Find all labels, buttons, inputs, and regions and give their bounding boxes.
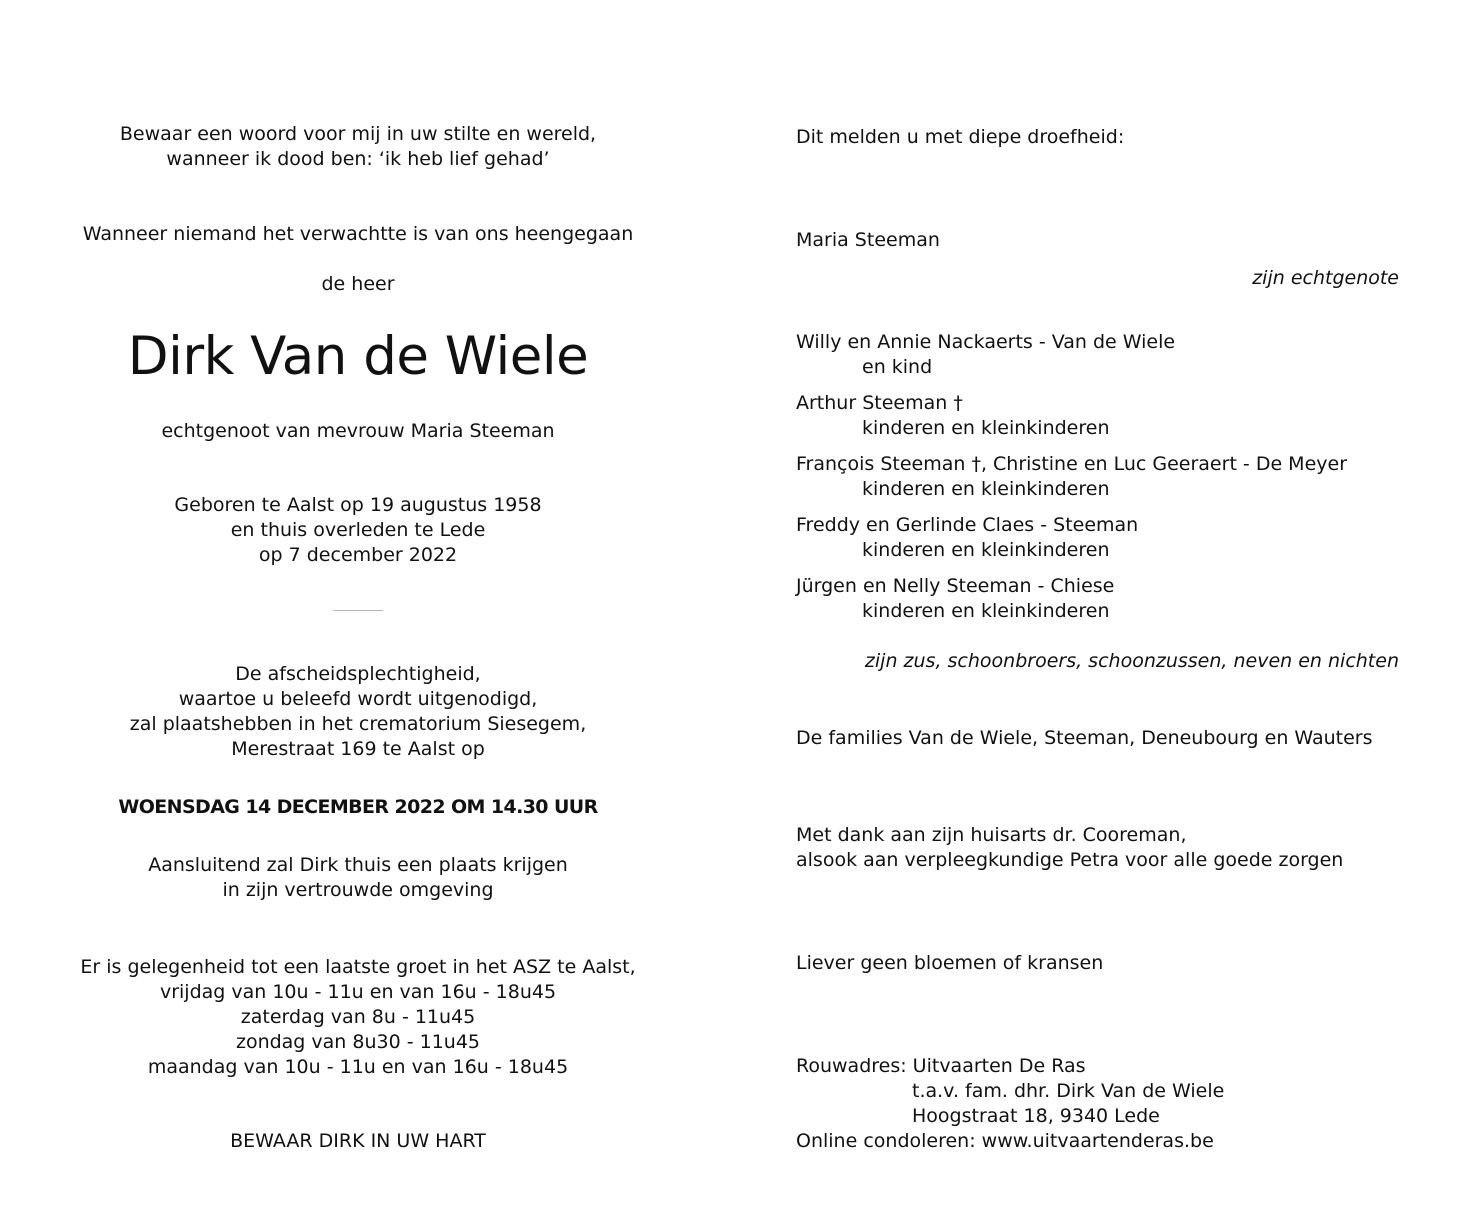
family-name-5: Jürgen en Nelly Steeman - Chiese [796, 575, 1115, 597]
deceased-name: Dirk Van de Wiele [127, 326, 589, 387]
wife-role: zijn echtgenote [1252, 267, 1399, 289]
family-sub-2: kinderen en kleinkinderen [862, 417, 1110, 439]
poem-line-2: wanneer ik dood ben: ‘ik heb lief gehad’ [166, 148, 550, 170]
honorific: de heer [321, 273, 395, 295]
family-name-4: Freddy en Gerlinde Claes - Steeman [796, 514, 1139, 536]
announcement: Dit melden u met diepe droefheid: [796, 126, 1125, 148]
family-role: zijn zus, schoonbroers, schoonzussen, neven en nichten [864, 650, 1399, 672]
ceremony-line-3: zal plaatshebben in het crematorium Siesegem, [129, 713, 587, 735]
family-name-2: Arthur Steeman † [796, 392, 963, 414]
online-condolence-link: Online condoleren: www.uitvaartenderas.be [796, 1130, 1214, 1152]
address-label: Rouwadres: Uitvaarten De Ras [796, 1055, 1086, 1077]
visiting-line-2: vrijdag van 10u - 11u en van 16u - 18u45 [159, 981, 557, 1003]
visiting-line-1: Er is gelegenheid tot een laatste groet in het ASZ te Aalst, [80, 956, 636, 978]
birth-line-2: en thuis overleden te Lede [230, 519, 486, 541]
ceremony-line-2: waartoe u beleefd wordt uitgenodigd, [178, 688, 538, 710]
address-line-2: Hoogstraat 18, 9340 Lede [912, 1105, 1160, 1127]
flowers-line: Liever geen bloemen of kransen [796, 952, 1104, 974]
closing-line: BEWAAR DIRK IN UW HART [230, 1130, 486, 1152]
intro-text: Wanneer niemand het verwachtte is van ons heengegaan [82, 223, 634, 245]
visiting-line-4: zondag van 8u30 - 11u45 [235, 1031, 481, 1053]
birth-line-1: Geboren te Aalst op 19 augustus 1958 [174, 494, 542, 516]
family-sub-1: en kind [862, 356, 933, 378]
family-name-3: François Steeman †, Christine en Luc Geeraert - De Meyer [796, 453, 1348, 475]
ceremony-line-1: De afscheidsplechtigheid, [235, 663, 481, 685]
birth-line-3: op 7 december 2022 [258, 544, 458, 566]
visiting-line-3: zaterdag van 8u - 11u45 [240, 1006, 476, 1028]
thanks-line-1: Met dank aan zijn huisarts dr. Cooreman, [796, 824, 1187, 846]
poem-line-1: Bewaar een woord voor mij in uw stilte en wereld, [119, 123, 597, 145]
spouse-line: echtgenoot van mevrouw Maria Steeman [161, 420, 555, 442]
wife-name: Maria Steeman [796, 229, 940, 251]
after-line-1: Aansluitend zal Dirk thuis een plaats krijgen [148, 854, 568, 876]
family-sub-3: kinderen en kleinkinderen [862, 478, 1110, 500]
thanks-line-2: alsook aan verpleegkundige Petra voor alle goede zorgen [796, 849, 1344, 871]
family-name-1: Willy en Annie Nackaerts - Van de Wiele [796, 331, 1176, 353]
after-line-2: in zijn vertrouwde omgeving [222, 879, 494, 901]
divider [333, 610, 383, 611]
visiting-line-5: maandag van 10u - 11u en van 16u - 18u45 [147, 1056, 569, 1078]
family-sub-5: kinderen en kleinkinderen [862, 600, 1110, 622]
address-line-1: t.a.v. fam. dhr. Dirk Van de Wiele [912, 1080, 1225, 1102]
family-sub-4: kinderen en kleinkinderen [862, 539, 1110, 561]
ceremony-line-4: Merestraat 169 te Aalst op [231, 738, 485, 760]
families-line: De families Van de Wiele, Steeman, Deneubourg en Wauters [796, 727, 1373, 749]
ceremony-date: WOENSDAG 14 DECEMBER 2022 OM 14.30 UUR [118, 796, 598, 818]
